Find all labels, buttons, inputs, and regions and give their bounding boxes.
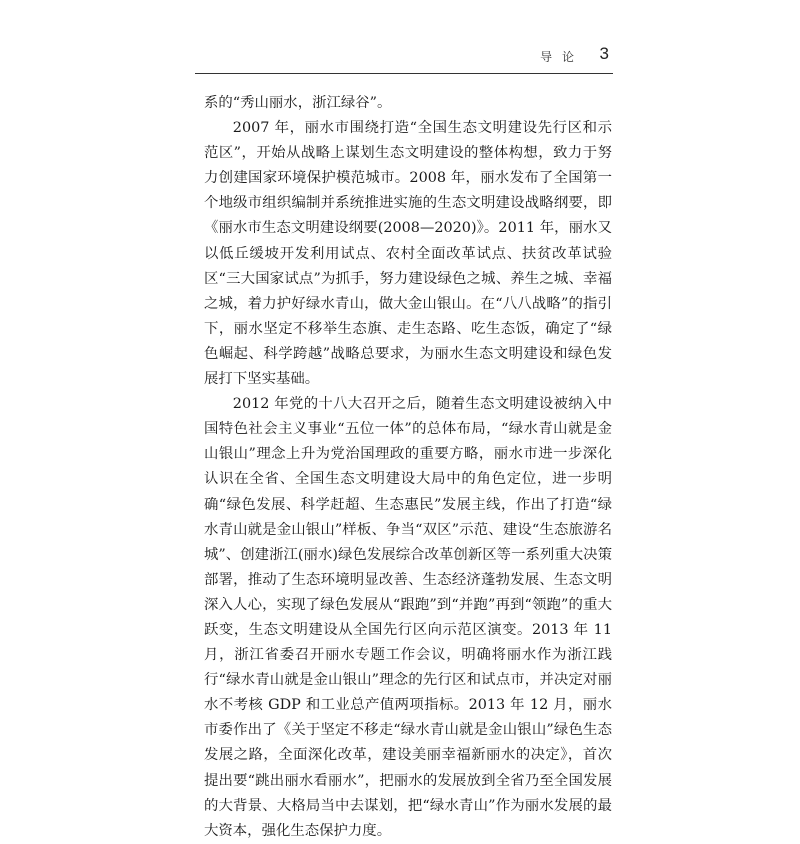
paragraph-2012: 2012 年党的十八大召开之后，随着生态文明建设被纳入中国特色社会主义事业“五位一体”的总体布局，“绿水青山就是金山银山”理念上升为党治国理政的重要方略，丽水市进一步深化认识在全省、全国生态文明建设大局中的角色定位，进一步明确“绿色发展、科学赶超、生态惠民”发展主线，作出了打造“绿水青山就是金山银山”样板、争当“双区”示范、建设“生态旅游名城”、创建浙江(丽水)绿色发展综合改革创新区等一系列重大决策部署，推动了生态环境明显改善、生态经济蓬勃发展、生态文明深入人心，实现了绿色发展从“跟跑”到“并跑”再到“领跑”的重大跃变，生态文明建设从全国先行区向示范区演变。2013 年 11 月，浙江省委召开丽水专题工作会议，明确将丽水作为浙江践行“绿水青山就是金山银山”理念的先行区和试点市，并决定对丽水不考核 GDP 和工业总产值两项指标。2013 年 12 月，丽水市委作出了《关于坚定不移走“绿水青山就是金山银山”绿色生态发展之路，全面深化改革，建设美丽幸福新丽水的决定》，首次提出要“跳出丽水看丽水”，把丽水的发展放到全省乃至全国发展的大背景、大格局当中去谋划，把“绿水青山”作为丽水发展的最大资本，强化生态保护力度。 bbox=[204, 396, 612, 839]
page-number: 3 bbox=[599, 44, 609, 63]
page-header bbox=[195, 46, 615, 66]
body-text bbox=[204, 91, 612, 844]
header-rule bbox=[195, 73, 613, 74]
paragraph-2007: 2007 年，丽水市围绕打造“全国生态文明建设先行区和示范区”，开始从战略上谋划生态文明建设的整体构想，致力于努力创建国家环境保护模范城市。2008 年，丽水发布了全国第一个地级市组织编制并系统推进实施的生态文明建设战略纲要，即《丽水市生态文明建设纲要(2008—2020)》。2011 年，丽水又以低丘缓坡开发利用试点、农村全面改革试点、扶贫改革试验区“三大国家试点”为抓手，努力建设绿色之城、养生之城、幸福之城，着力护好绿水青山，做大金山银山。在“八八战略”的指引下，丽水坚定不移举生态旗、走生态路、吃生态饭，确定了“绿色崛起、科学跨越”战略总要求，为丽水生态文明建设和绿色发展打下坚实基础。 bbox=[204, 120, 612, 388]
paragraph-continuation: 系的“秀山丽水，浙江绿谷”。 bbox=[204, 95, 392, 111]
running-title: 导 论 bbox=[540, 50, 577, 64]
